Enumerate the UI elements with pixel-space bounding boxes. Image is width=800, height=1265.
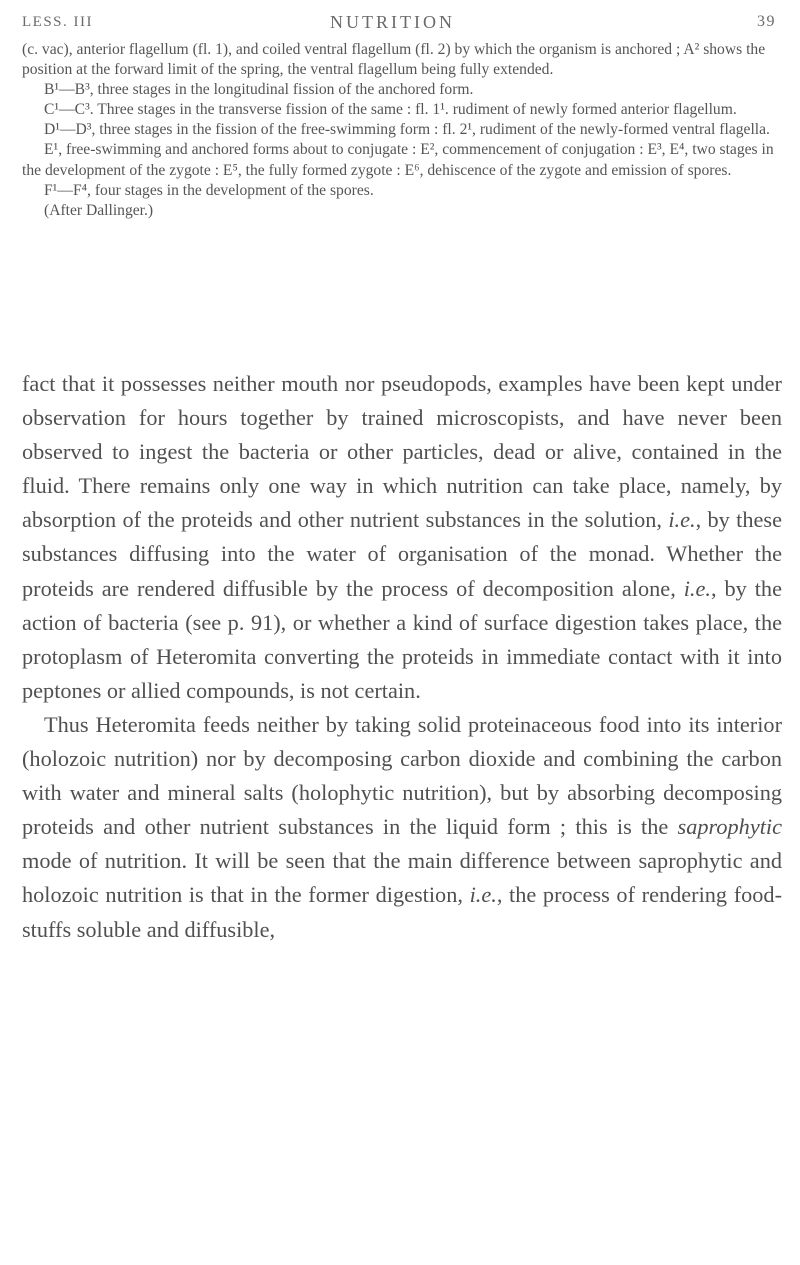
figure-caption (22, 40, 782, 221)
lesson-label: LESS. III (22, 14, 93, 30)
body-text (22, 367, 782, 947)
italic-text: i.e. (469, 882, 497, 908)
paragraph (22, 708, 782, 947)
text-run: Thus Heteromita feeds neither by taking solid proteinaceous food into its interior (holozoic nutrition) nor by decomposing carbon dioxide and combining the carbon with water and mineral salts (holophytic nutrition), but by absorbing decomposing proteids and other nutrient substances in the liquid form ; this is the (22, 711, 782, 840)
text-run: mode of nutrition. It will be seen that the main difference between saprophytic and holozoic nutrition is that in the former digestion, (22, 848, 782, 908)
caption-line: (After Dallinger.) (44, 201, 154, 219)
text-run: , by these substances diffusing into the water of organisation of the monad. Whether the proteids are rendered diffusible by the process of decomposition alone, (22, 507, 782, 601)
italic-text: i.e. (683, 575, 711, 601)
caption-line: E¹, free-swimming and anchored forms about to conjugate : E², commencement of conjugation : E³, E⁴, two stages in the development of the zygote : E⁵, the fully formed zygote : E⁶, dehiscence of the zygote and emission of spores. (22, 141, 774, 179)
caption-line: D¹—D³, three stages in the fission of the free-swimming form : fl. 2¹, rudiment of the newly-formed ventral flagella. (44, 121, 770, 139)
caption-line: B¹—B³, three stages in the longitudinal fission of the anchored form. (44, 81, 474, 99)
running-header (22, 10, 776, 36)
italic-text: saprophytic (677, 814, 782, 840)
page-number: 39 (757, 13, 776, 30)
paragraph (22, 367, 782, 708)
text-run: fact that it possesses neither mouth nor pseudopods, examples have been kept under observation for hours together by trained microscopists, and have never been observed to ingest the bacteria or other particles, dead or alive, contained in the fluid. There remains only one way in which nutrition can take place, namely, by absorption of the proteids and other nutrient substances in the solution, (22, 371, 782, 533)
text-run: , by the action of bacteria (see p. 91), or whether a kind of surface digestion takes place, the protoplasm of Heteromita converting the proteids in immediate contact with it into peptones or allied compounds, is not certain. (22, 575, 782, 703)
italic-text: i.e. (668, 507, 696, 533)
text-run: , the process of rendering food-stuffs soluble and diffusible, (22, 882, 783, 942)
chapter-title: NUTRITION (330, 12, 455, 32)
caption-line: C¹—C³. Three stages in the transverse fission of the same : fl. 1¹. rudiment of newly formed anterior flagellum. (44, 101, 737, 119)
caption-line: F¹—F⁴, four stages in the development of the spores. (44, 181, 374, 199)
caption-line: (c. vac), anterior flagellum (fl. 1), and coiled ventral flagellum (fl. 2) by which the organism is anchored ; A² shows the position at the forward limit of the spring, the ventral flagellum being fully extended. (22, 41, 766, 79)
